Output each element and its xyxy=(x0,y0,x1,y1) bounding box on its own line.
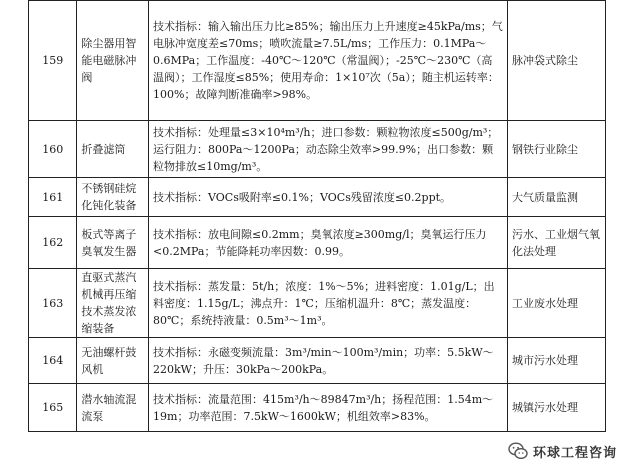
technical-specs: 技术指标：VOCs吸附率≤0.1%；VOCs残留浓度≤0.2ppt。 xyxy=(149,178,508,217)
equipment-table xyxy=(28,0,606,432)
equipment-name: 板式等离子臭氧发生器 xyxy=(77,217,149,269)
equipment-name: 直驱式蒸汽机械再压缩技术蒸发浓缩装备 xyxy=(77,269,149,338)
row-number: 160 xyxy=(29,121,77,178)
technical-specs: 技术指标：永磁变频流量：3m³/min～100m³/min；功率：5.5kW～220kW；升压：30kPa～200kPa。 xyxy=(149,338,508,384)
application-field: 钢铁行业除尘 xyxy=(508,121,606,178)
application-field: 大气质量监测 xyxy=(508,178,606,217)
equipment-name: 折叠滤筒 xyxy=(77,121,149,178)
application-field: 城市污水处理 xyxy=(508,338,606,384)
table-row xyxy=(29,121,606,178)
wechat-icon xyxy=(508,441,528,461)
equipment-name: 除尘器用智能电磁脉冲阀 xyxy=(77,1,149,121)
technical-specs: 技术指标：输入输出压力比≥85%；输出压力上升速度≥45kPa/ms；气电脉冲宽度差≤70ms；喷吹流量≥7.5L/ms；工作压力：0.1MPa～0.6MPa；工作温度：-40℃～120℃（常温阀）；-25℃～230℃（高温阀）；工作湿度≤85%；使用寿命：1×10⁷次（5a）；随主机运转率：100%；故障判断准确率>98%。 xyxy=(149,1,508,121)
row-number: 163 xyxy=(29,269,77,338)
technical-specs: 技术指标：处理量≤3×10⁴m³/h；进口参数：颗粒物浓度≤500g/m³；运行阻力：800Pa～1200Pa；动态除尘效率>99.9%；出口参数：颗粒物排放≤10mg/m³。 xyxy=(149,121,508,178)
row-number: 161 xyxy=(29,178,77,217)
technical-specs: 技术指标：蒸发量：5t/h；浓度：1%～5%；进料密度：1.01g/L；出料密度：1.15g/L；沸点升：1℃；压缩机温升：8℃；蒸发温度：80℃；系统持液量：0.5m³～1m³。 xyxy=(149,269,508,338)
table-row xyxy=(29,338,606,384)
technical-specs: 技术指标：放电间隙≤0.2mm；臭氧浓度≥300mg/l；臭氧运行压力<0.2MPa；节能降耗功率因数：0.99。 xyxy=(149,217,508,269)
equipment-name: 无油螺杆鼓风机 xyxy=(77,338,149,384)
application-field: 污水、工业烟气氧化法处理 xyxy=(508,217,606,269)
table-row xyxy=(29,269,606,338)
table-row xyxy=(29,178,606,217)
watermark-text: 环球工程咨询 xyxy=(532,445,617,461)
table-row xyxy=(29,384,606,432)
watermark xyxy=(504,439,621,463)
row-number: 159 xyxy=(29,1,77,121)
equipment-name: 不锈钢硅烷化钝化装备 xyxy=(77,178,149,217)
row-number: 164 xyxy=(29,338,77,384)
table-row xyxy=(29,1,606,121)
table-row xyxy=(29,217,606,269)
row-number: 165 xyxy=(29,384,77,432)
application-field: 工业废水处理 xyxy=(508,269,606,338)
application-field: 城镇污水处理 xyxy=(508,384,606,432)
equipment-name: 潜水轴流混流泵 xyxy=(77,384,149,432)
row-number: 162 xyxy=(29,217,77,269)
technical-specs: 技术指标：流量范围：415m³/h～89847m³/h；扬程范围：1.54m～19m；功率范围：7.5kW～1600kW；机组效率>83%。 xyxy=(149,384,508,432)
application-field: 脉冲袋式除尘 xyxy=(508,1,606,121)
